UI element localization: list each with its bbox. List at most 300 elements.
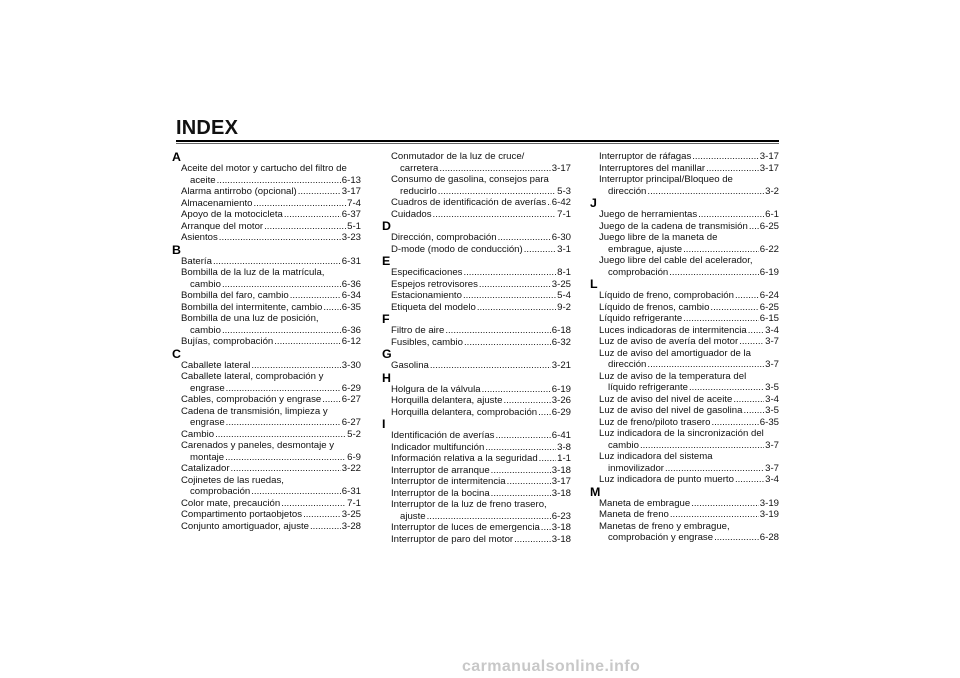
index-entry (590, 509, 779, 521)
index-entry (172, 279, 361, 291)
index-letter-heading: B (172, 242, 181, 257)
index-entry-page: 3-17 (551, 476, 571, 487)
index-entry (172, 417, 361, 429)
index-entry-label: Cuidados (391, 208, 432, 220)
index-entry-label: Estacionamiento (391, 290, 462, 301)
index-entry (172, 325, 361, 337)
dot-leader (226, 383, 341, 395)
index-entry-label: Bombilla del intermitente, cambio (181, 301, 323, 313)
index-entry (172, 383, 361, 395)
dot-leader (647, 186, 764, 198)
index-entry-label: dirección (608, 359, 647, 370)
index-entry-label: Gasolina (391, 360, 429, 371)
index-entry-label: Luz de aviso de avería del motor (599, 336, 739, 347)
index-entry-page: 1-1 (557, 453, 571, 464)
index-entry-label: Maneta de freno (599, 509, 669, 520)
index-entry (382, 534, 571, 546)
index-entry-label: ajuste (400, 510, 426, 522)
dot-leader (463, 290, 556, 302)
index-entry-label: Interruptor de luces de emergencia (391, 522, 540, 533)
index-entry (382, 232, 571, 244)
index-entry-line: Luz indicadora de la sincronización del (599, 428, 764, 439)
dot-leader (222, 325, 341, 337)
index-entry-label: Líquido refrigerante (599, 313, 683, 324)
index-entry-line: Luz de aviso del amortiguador de la (599, 347, 751, 359)
index-entry (590, 417, 779, 429)
dot-leader (219, 232, 341, 244)
index-entry (172, 429, 361, 441)
index-entry-line: Manetas de freno y embrague, (599, 520, 730, 532)
watermark-footer: carmanualsonline.info (462, 658, 641, 675)
index-entry-page: 6-29 (551, 406, 571, 418)
index-entry-page: 6-25 (759, 220, 779, 232)
index-entry (382, 384, 571, 396)
index-entry-page: 6-31 (341, 255, 361, 267)
dot-leader (427, 511, 551, 523)
dot-leader (743, 405, 764, 417)
index-entry (590, 474, 779, 486)
index-entry (382, 360, 571, 372)
index-entry-label: Alarma antirrobo (opcional) (181, 186, 297, 197)
index-entry (590, 532, 779, 544)
dot-leader (706, 163, 759, 175)
index-entry (382, 267, 571, 279)
index-entry (382, 488, 571, 500)
dot-leader (735, 290, 759, 302)
index-entry-page: 8-1 (557, 267, 571, 278)
dot-leader (538, 407, 551, 419)
index-entry (382, 395, 571, 407)
index-entry-label: líquido refrigerante (608, 382, 688, 393)
index-entry-page: 6-28 (759, 532, 779, 543)
index-entry-page: 6-31 (341, 486, 361, 497)
index-entry-label: embrague, ajuste (608, 243, 683, 255)
index-entry (172, 221, 361, 233)
index-entry-label: Interruptor de la bocina (391, 487, 490, 499)
index-entry-label: montaje (190, 451, 225, 463)
index-entry (382, 186, 571, 198)
index-entry (172, 394, 361, 406)
index-entry-label: Color mate, precaución (181, 497, 281, 509)
dot-leader (710, 302, 758, 314)
index-entry (172, 521, 361, 533)
index-entry (382, 511, 571, 523)
index-entry-page: 3-28 (341, 520, 361, 532)
index-entry-label: Asientos (181, 232, 218, 243)
index-entry-page: 3-25 (341, 509, 361, 520)
index-entry (590, 151, 779, 163)
dot-leader (433, 209, 557, 221)
index-letter-heading: L (590, 277, 598, 291)
index-entry (590, 221, 779, 233)
index-entry-page: 3-30 (341, 359, 361, 371)
dot-leader (491, 488, 551, 500)
index-entry-label: engrase (190, 382, 225, 394)
dot-leader (445, 325, 550, 337)
dot-leader (539, 453, 556, 465)
index-entry-label: Especificaciones (391, 267, 463, 278)
index-entry-label: comprobación (190, 486, 251, 497)
index-entry-label: Luz de freno/piloto trasero (599, 416, 711, 428)
index-entry-label: Juego de la cadena de transmisión (599, 220, 748, 232)
index-entry (590, 359, 779, 371)
dot-leader (498, 232, 551, 244)
index-entry-label: Indicador multifunción (391, 441, 485, 453)
index-entry-line: Consumo de gasolina, consejos para (391, 174, 549, 185)
index-entry-page: 3-4 (765, 324, 779, 336)
index-entry (172, 209, 361, 221)
index-entry-page: 6-37 (341, 209, 361, 220)
index-letter-heading: H (382, 370, 391, 385)
index-entry-line: Bombilla de una luz de posición, (181, 313, 319, 324)
index-entry-page: 6-15 (759, 313, 779, 324)
index-entry (382, 163, 571, 175)
dot-leader (217, 175, 341, 187)
index-entry-page: 6-41 (551, 430, 571, 441)
index-entry-label: comprobación y engrase (608, 532, 714, 543)
index-entry-label: comprobación (608, 266, 669, 278)
index-entry-line: Bombilla de la luz de la matrícula, (181, 267, 325, 278)
index-entry-label: Cables, comprobación y engrase (181, 394, 322, 405)
index-entry (590, 209, 779, 221)
index-entry-page: 3-21 (551, 360, 571, 371)
index-letter-heading: F (382, 312, 390, 326)
dot-leader (430, 360, 551, 372)
index-letter-heading: I (382, 417, 386, 431)
dot-leader (463, 267, 556, 279)
index-entry-page: 6-27 (341, 417, 361, 428)
index-entry-page: 6-23 (551, 510, 571, 522)
index-entry (382, 476, 571, 488)
index-letter-heading: M (590, 484, 601, 499)
dot-leader (495, 430, 550, 442)
index-entry-page: 3-5 (765, 382, 779, 393)
index-entry (590, 290, 779, 302)
dot-leader (303, 509, 341, 521)
index-entry-label: Interruptor de arranque (391, 464, 490, 476)
index-entry (590, 394, 779, 406)
index-entry (590, 382, 779, 394)
dot-leader (735, 474, 764, 486)
dot-leader (215, 429, 346, 441)
index-entry-label: Luces indicadoras de intermitencia (599, 324, 747, 336)
index-entry-page: 7-4 (347, 197, 361, 209)
index-column-3 (590, 151, 779, 544)
dot-leader (683, 244, 759, 256)
title-rule (176, 140, 779, 142)
dot-leader (689, 382, 764, 394)
index-entry-line: Cojinetes de las ruedas, (181, 474, 284, 486)
index-entry-page: 6-18 (551, 325, 571, 336)
dot-leader (698, 209, 764, 221)
index-entry-label: Interruptor de ráfagas (599, 151, 692, 162)
index-entry-label: cambio (608, 439, 639, 451)
index-entry (172, 463, 361, 475)
dot-leader (733, 394, 764, 406)
dot-leader (691, 498, 759, 510)
index-entry-label: cambio (190, 278, 221, 290)
index-entry-line: Interruptor de la luz de freno trasero, (391, 499, 547, 510)
index-entry-page: 6-9 (347, 451, 361, 463)
index-entry (172, 452, 361, 464)
index-entry (590, 498, 779, 510)
index-entry-line: Juego libre de la maneta de (599, 232, 718, 243)
index-entry-page: 3-7 (765, 336, 779, 347)
index-entry-page: 6-36 (341, 278, 361, 290)
index-entry (590, 336, 779, 348)
index-entry-page: 3-1 (557, 243, 571, 255)
index-entry-label: Juego de herramientas (599, 209, 698, 220)
dot-leader (251, 360, 340, 372)
index-entry-line: Cadena de transmisión, limpieza y (181, 405, 328, 417)
dot-leader (485, 442, 556, 454)
index-entry-line: Aceite del motor y cartucho del filtro de (181, 163, 347, 174)
dot-leader (647, 359, 764, 371)
index-entry (590, 440, 779, 452)
index-entry-page: 6-35 (341, 301, 361, 313)
index-entry-label: Conjunto amortiguador, ajuste (181, 520, 309, 532)
index-entry-label: Caballete lateral (181, 359, 251, 371)
dot-leader (222, 279, 341, 291)
index-entry-label: Maneta de embrague (599, 497, 691, 509)
dot-leader (491, 465, 551, 477)
index-letter-heading: G (382, 347, 392, 361)
index-entry-page: 7-1 (557, 208, 571, 220)
index-entry-page: 3-22 (341, 463, 361, 474)
index-entry (382, 453, 571, 465)
index-entry-line: Juego libre del cable del acelerador, (599, 255, 753, 266)
dot-leader (281, 498, 346, 510)
index-entry-label: carretera (400, 162, 439, 174)
index-entry (172, 232, 361, 244)
index-entry-page: 3-5 (765, 405, 779, 416)
index-entry (172, 360, 361, 372)
index-entry (172, 186, 361, 198)
index-entry-page: 5-2 (347, 428, 361, 440)
index-entry-label: Almacenamiento (181, 197, 253, 209)
index-entry-label: Compartimento portaobjetos (181, 509, 303, 520)
index-letter-heading: E (382, 254, 391, 268)
index-entry-label: Cuadros de identificación de averías (391, 197, 547, 208)
index-entry-page: 6-27 (341, 394, 361, 405)
dot-leader (503, 395, 550, 407)
index-entry-line: Luz de aviso de la temperatura del (599, 370, 747, 382)
index-entry-page: 3-19 (759, 497, 779, 509)
index-entry-page: 3-18 (551, 533, 571, 545)
dot-leader (310, 521, 341, 533)
index-entry-line: Interruptor principal/Bloqueo de (599, 174, 733, 185)
index-entry-label: Luz de aviso del nivel de gasolina (599, 405, 743, 416)
index-entry (382, 244, 571, 256)
index-entry-label: Horquilla delantera, ajuste (391, 395, 503, 406)
index-letter-heading: A (172, 150, 181, 164)
dot-leader (479, 279, 551, 291)
index-entry-page: 3-17 (759, 162, 779, 174)
index-entry (590, 313, 779, 325)
dot-leader (274, 336, 341, 348)
index-entry-page: 6-12 (341, 336, 361, 347)
index-entry-label: Identificación de averías (391, 430, 495, 441)
index-entry (382, 279, 571, 291)
index-entry-page: 3-17 (341, 186, 361, 197)
index-entry (590, 405, 779, 417)
index-entry-label: Filtro de aire (391, 325, 445, 336)
index-entry-label: Batería (181, 255, 212, 267)
index-column-1 (172, 151, 361, 532)
index-entry (382, 325, 571, 337)
dot-leader (507, 476, 551, 488)
index-entry-label: Dirección, comprobación (391, 232, 497, 243)
index-entry-page: 5-1 (347, 220, 361, 232)
index-entry-page: 6-22 (759, 243, 779, 255)
index-entry-line: Caballete lateral, comprobación y (181, 371, 324, 382)
index-entry (590, 302, 779, 314)
dot-leader (683, 313, 759, 325)
index-entry-page: 3-18 (551, 487, 571, 499)
index-entry-page: 3-23 (341, 232, 361, 243)
index-entry-page: 3-7 (765, 439, 779, 451)
index-entry (172, 336, 361, 348)
dot-leader (547, 197, 551, 209)
index-entry (172, 498, 361, 510)
dot-leader (670, 509, 759, 521)
index-entry (172, 290, 361, 302)
index-entry-label: Etiqueta del modelo (391, 301, 476, 313)
dot-leader (514, 534, 551, 546)
dot-leader (739, 336, 764, 348)
index-entry-label: Espejos retrovisores (391, 278, 478, 290)
index-entry-line: Carenados y paneles, desmontaje y (181, 440, 335, 451)
index-entry-label: engrase (190, 417, 225, 428)
dot-leader (692, 151, 759, 163)
index-entry (590, 267, 779, 279)
index-entry-label: Bombilla del faro, cambio (181, 290, 289, 301)
dot-leader (477, 302, 556, 314)
index-entry (172, 256, 361, 268)
index-entry-page: 6-36 (341, 324, 361, 336)
dot-leader (640, 440, 764, 452)
index-entry (172, 198, 361, 210)
index-entry-page: 6-42 (551, 197, 571, 208)
dot-leader (253, 198, 346, 210)
index-letter-heading: J (590, 196, 597, 210)
index-entry-page: 5-4 (557, 290, 571, 301)
dot-leader (226, 417, 341, 429)
index-entry-page: 3-8 (557, 441, 571, 453)
index-entry-page: 6-1 (765, 209, 779, 220)
dot-leader (213, 256, 341, 268)
dot-leader (541, 522, 551, 534)
index-entry-page: 3-4 (765, 393, 779, 405)
index-entry-label: Fusibles, cambio (391, 336, 463, 348)
index-entry-page: 3-18 (551, 522, 571, 533)
index-entry-label: reducirlo (400, 185, 437, 197)
dot-leader (264, 221, 346, 233)
index-entry-page: 6-25 (759, 301, 779, 313)
dot-leader (298, 186, 341, 198)
index-entry-line: Luz indicadora del sistema (599, 451, 713, 462)
index-entry-label: Interruptores del manillar (599, 162, 706, 174)
index-entry (172, 302, 361, 314)
dot-leader (669, 267, 759, 279)
index-entry-label: dirección (608, 185, 647, 197)
index-entry (382, 522, 571, 534)
index-entry-page: 3-26 (551, 395, 571, 406)
index-entry-page: 6-29 (341, 382, 361, 394)
dot-leader (714, 532, 759, 544)
dot-leader (749, 221, 759, 233)
index-entry (382, 465, 571, 477)
index-entry-label: aceite (190, 174, 216, 186)
index-entry-page: 7-1 (347, 497, 361, 509)
dot-leader (251, 486, 341, 498)
index-entry (382, 197, 571, 209)
index-entry-page: 5-3 (557, 185, 571, 197)
title-rule-thin (176, 143, 779, 144)
dot-leader (284, 209, 341, 221)
index-entry-label: Líquido de freno, comprobación (599, 290, 734, 301)
dot-leader (464, 337, 551, 349)
index-entry-page: 3-17 (759, 151, 779, 162)
index-entry-label: Interruptor de intermitencia (391, 476, 506, 487)
index-entry (382, 209, 571, 221)
index-entry-label: Bujías, comprobación (181, 336, 274, 347)
index-entry (590, 244, 779, 256)
dot-leader (711, 417, 758, 429)
index-entry (590, 325, 779, 337)
index-entry-page: 6-13 (341, 174, 361, 186)
index-entry (590, 186, 779, 198)
index-entry (382, 407, 571, 419)
index-entry-label: Apoyo de la motocicleta (181, 209, 283, 220)
index-entry (382, 302, 571, 314)
index-entry (382, 430, 571, 442)
index-entry-label: D-mode (modo de conducción) (391, 243, 523, 255)
dot-leader (748, 325, 764, 337)
index-column-2 (382, 151, 571, 545)
index-entry-page: 3-7 (765, 359, 779, 370)
dot-leader (524, 244, 556, 256)
index-entry (382, 442, 571, 454)
index-entry (590, 463, 779, 475)
index-entry (590, 163, 779, 175)
index-entry-page: 3-4 (765, 474, 779, 485)
dot-leader (231, 463, 341, 475)
index-entry-label: Luz indicadora de punto muerto (599, 474, 734, 485)
index-entry-page: 6-32 (551, 336, 571, 348)
index-entry (172, 175, 361, 187)
dot-leader (323, 302, 340, 314)
index-entry-label: Arranque del motor (181, 220, 264, 232)
index-entry-page: 3-19 (759, 509, 779, 520)
index-entry-page: 6-24 (759, 290, 779, 301)
index-entry-page: 6-19 (759, 266, 779, 278)
index-entry-line: Conmutador de la luz de cruce/ (391, 151, 525, 162)
index-entry-page: 3-18 (551, 464, 571, 476)
index-entry-page: 6-35 (759, 416, 779, 428)
dot-leader (290, 290, 341, 302)
dot-leader (225, 452, 346, 464)
dot-leader (482, 384, 551, 396)
index-entry (172, 509, 361, 521)
dot-leader (322, 394, 341, 406)
dot-leader (438, 186, 556, 198)
index-entry-label: Información relativa a la seguridad (391, 453, 538, 464)
index-letter-heading: D (382, 219, 391, 233)
index-entry-label: Holgura de la válvula (391, 383, 481, 395)
index-entry (382, 290, 571, 302)
index-entry-page: 3-7 (765, 462, 779, 474)
